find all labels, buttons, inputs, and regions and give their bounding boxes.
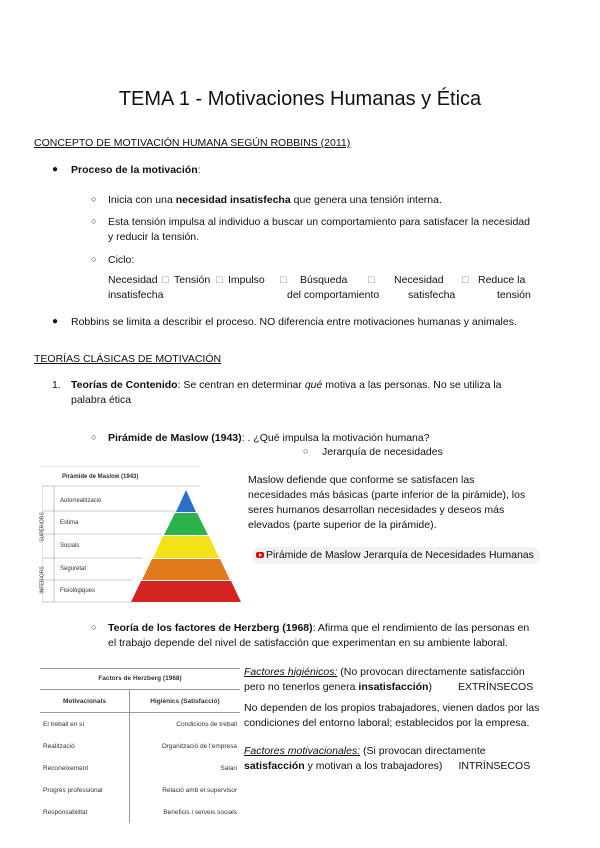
item1-line2: palabra ética [71, 394, 132, 406]
square-arrow-icon: □ [216, 274, 223, 286]
content-theories-label: Teorías de Contenido [71, 379, 178, 391]
herzberg-cell: El treball en sí [40, 713, 129, 736]
cycle-step: Necesidad [394, 274, 444, 286]
herzberg-cell: Realització [40, 735, 129, 757]
herzberg-cell: Beneficis i serveis socials [163, 808, 237, 816]
maslow-label: Pirámide de Maslow (1943) [108, 432, 242, 444]
maslow-video-link[interactable] [252, 547, 540, 564]
maslow-text-line: seres humanos desarrollan necesidades y deseos más [248, 504, 505, 516]
robbins-note: Robbins se limita a describir el proceso. NO diferencia entre motivaciones humanas y animales. [71, 316, 517, 328]
sub2-line1: Esta tensión impulsa al individuo a buscar un comportamiento para satisfacer la necesidad [108, 216, 530, 228]
cycle-step: Necesidad [108, 274, 158, 286]
herzberg-cell: Relació amb el supervisor [162, 786, 237, 794]
motivational-line2-post: y motivan a los trabajadores) [304, 760, 443, 772]
intrinsic-tag: INTRÍNSECOS [458, 760, 531, 772]
motivational-rest: (Si provocan directamente [360, 745, 486, 757]
cycle-step: Impulso [228, 274, 265, 286]
pyramid-level-safety [142, 559, 230, 580]
square-arrow-icon: □ [280, 274, 287, 286]
circle-bullet-icon: ○ [91, 254, 97, 264]
motivational-label: Factores motivacionales: [244, 745, 361, 757]
cycle-label: Ciclo: [108, 254, 135, 266]
sub2-line2: y reducir la tensión. [108, 231, 200, 243]
square-arrow-icon: □ [162, 274, 169, 286]
maslow-heading [108, 431, 430, 446]
herzberg-heading [108, 621, 568, 651]
square-arrow-icon: □ [462, 274, 469, 286]
pyramid-level-label: Seguretat [60, 566, 87, 572]
sub1-post: que genera una tensión interna. [290, 194, 442, 206]
pyramid-level-esteem [164, 513, 208, 535]
circle-bullet-icon: ○ [91, 432, 97, 442]
hygiene-desc-line: No dependen de los propios trabajadores, vienen dados por las [244, 702, 540, 714]
pyramid-level-physiological [131, 581, 241, 602]
herzberg-table [40, 690, 240, 823]
hygiene-desc-line: condiciones del entorno laboral; establecidos por la empresa. [244, 717, 530, 729]
sub-bullet-tension [108, 215, 530, 245]
youtube-icon [256, 552, 264, 558]
bullet-dot-icon: ● [52, 164, 59, 175]
cycle-step: Tensión [174, 274, 211, 286]
herzberg-col-header: Motivacionals [40, 690, 129, 713]
hygiene-rest: (No provocan directamente satisfacción [337, 666, 525, 678]
herzberg-cell: Progrés professional [40, 779, 129, 801]
sub1-bold: necesidad insatisfecha [175, 194, 291, 206]
square-arrow-icon: □ [368, 274, 375, 286]
herzberg-cell: Reconeixement [40, 757, 129, 779]
maslow-question: : . ¿Qué impulsa la motivación humana? [241, 432, 430, 444]
hygiene-factors [244, 665, 584, 695]
maslow-text-line: elevados (parte superior de la pirámide). [248, 519, 437, 531]
content-theories-item [71, 378, 551, 408]
pyramid-level-label: Estima [60, 520, 79, 526]
motivational-factors [244, 744, 584, 774]
pyramid-side-label: SUPERIORS [39, 512, 46, 542]
herzberg-table-title: Factors de Herzberg (1968) [40, 668, 240, 690]
cycle-row-1 [0, 273, 600, 288]
herzberg-table-image [40, 668, 240, 828]
hygiene-line2-post: ) [428, 681, 432, 693]
process-label: Proceso de la motivación [71, 164, 198, 176]
circle-bullet-icon: ○ [91, 622, 97, 632]
section-heading-motivation-concept: CONCEPTO DE MOTIVACIÓN HUMANA SEGÚN ROBBINS (2011) [34, 137, 351, 149]
motivational-line2-bold: satisfacción [244, 760, 305, 772]
page-title: TEMA 1 - Motivaciones Humanas y Ética [118, 88, 482, 110]
sub1-pre: Inicia con una [108, 194, 176, 206]
herzberg-cell: Condicions de treball [176, 720, 237, 728]
cycle-step: Búsqueda [300, 274, 348, 286]
herzberg-cell: Salari [220, 764, 237, 772]
cycle-row-2 [0, 288, 600, 303]
list-number: 1. [52, 379, 61, 391]
maslow-description [248, 473, 568, 533]
maslow-pyramid-image [39, 466, 242, 604]
pyramid-title: Piràmide de Maslow (1943) [62, 474, 139, 480]
item1-pre: : Se centran en determinar [177, 379, 305, 391]
circle-bullet-icon: ○ [303, 446, 309, 456]
pyramid-side-label: INFERIORS [39, 566, 46, 594]
maslow-text-line: necesidades más básicas (parte inferior de la pirámide), los [248, 489, 526, 501]
extrinsic-tag: EXTRÍNSECOS [457, 681, 534, 693]
hygiene-label: Factores higiénicos: [244, 666, 338, 678]
maslow-hierarchy: Jerarquía de necesidades [322, 446, 443, 458]
pyramid-level-label: Fisiològiques [60, 588, 96, 594]
item1-italic: qué [304, 379, 323, 391]
pyramid-level-label: Autorrealització [60, 498, 102, 504]
herzberg-cell: Organització de l'empresa [161, 742, 237, 750]
circle-bullet-icon: ○ [91, 194, 97, 204]
pyramid-svg [39, 466, 242, 604]
cycle-step: del comportamiento [287, 289, 380, 301]
hygiene-description [244, 701, 594, 731]
cycle-step: satisfecha [408, 289, 456, 301]
herzberg-rest: : Afirma que el rendimiento de las personas en [312, 622, 530, 634]
circle-bullet-icon: ○ [91, 216, 97, 226]
herzberg-cell: Responsabilitat [40, 801, 129, 823]
sub-bullet-need [108, 193, 442, 208]
maslow-text-line: Maslow defiende que conforme se satisfacen las [248, 474, 475, 486]
item1-post: motiva a las personas. No se utiliza la [322, 379, 502, 391]
herzberg-col-header: Higiènics (Satisfacció) [150, 697, 220, 705]
process-bullet [71, 163, 201, 178]
bullet-dot-icon: ● [52, 316, 59, 327]
pyramid-level-social [153, 536, 219, 558]
pyramid-level-self-actualization [176, 490, 196, 512]
cycle-step: insatisfecha [108, 289, 164, 301]
hygiene-line2-bold: insatisfacción [358, 681, 429, 693]
process-colon: : [197, 164, 201, 176]
pyramid-level-label: Socials [60, 543, 80, 549]
cycle-step: Reduce la [478, 274, 526, 286]
maslow-link-text: Pirámide de Maslow Jerarquía de Necesidades Humanas [266, 549, 534, 561]
cycle-step: tensión [497, 289, 531, 301]
hygiene-line2-pre: pero no tenerlos genera [244, 681, 359, 693]
herzberg-label: Teoría de los factores de Herzberg (1968) [108, 622, 313, 634]
section-heading-classic-theories: TEORÍAS CLÁSICAS DE MOTIVACIÓN [34, 353, 222, 365]
herzberg-line2: el trabajo depende del nivel de satisfacción que experimentan en su ambiente laboral. [108, 637, 508, 649]
